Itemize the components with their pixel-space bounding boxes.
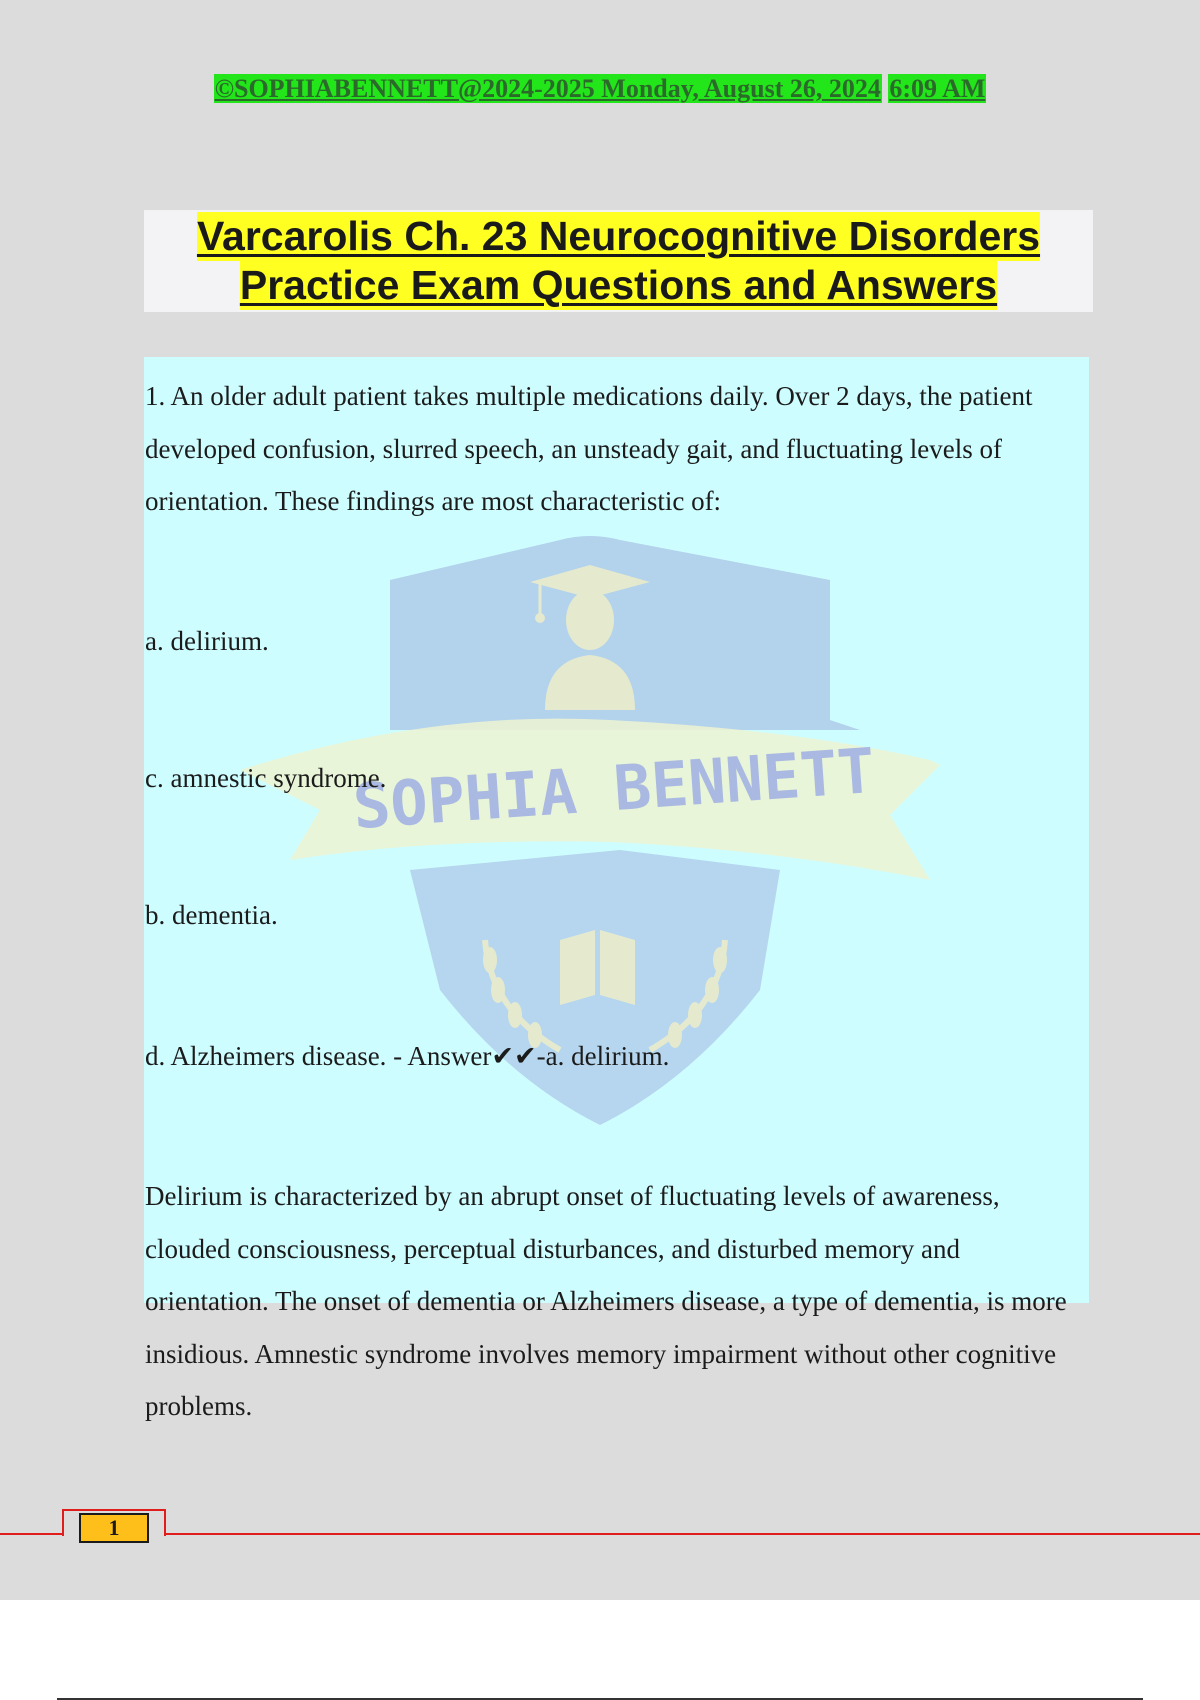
question-text: 1. An older adult patient takes multiple medications daily. Over 2 days, the patient developed confusion, slurred speech, an unsteady gait, and fluctuating levels of orientation. These findings are most characteristic of: — [145, 381, 1033, 516]
watermark-text: SOPHIA BENNETT — [350, 733, 878, 844]
title-line-2: Practice Exam Questions and Answers — [239, 262, 998, 308]
copyright-date: ©SOPHIABENNETT@2024-2025 Monday, August 26, 2024 — [214, 74, 881, 103]
page-number: 1 — [79, 1513, 149, 1543]
title-line-1: Varcarolis Ch. 23 Neurocognitive Disorders — [196, 213, 1041, 259]
document-title — [144, 210, 1093, 312]
answer-rationale: Delirium is characterized by an abrupt onset of fluctuating levels of awareness, clouded consciousness, perceptual disturbances, and disturbed memory and orientation. The onset of dementia or Alzheimers disease, a type of dementia, is more insidious. Amnestic syndrome involves memory impairment without other cognitive problems. — [145, 1181, 1067, 1421]
option-d-with-answer: d. Alzheimers disease. - Answer✔✔-a. delirium. — [145, 1041, 670, 1071]
option-b: b. dementia. — [145, 900, 278, 930]
header-time: 6:09 AM — [889, 74, 986, 103]
option-a: a. delirium. — [145, 626, 269, 656]
copyright-header — [0, 74, 1200, 104]
option-c: c. amnestic syndrome. — [145, 763, 387, 793]
footer-rule — [0, 1533, 1200, 1535]
